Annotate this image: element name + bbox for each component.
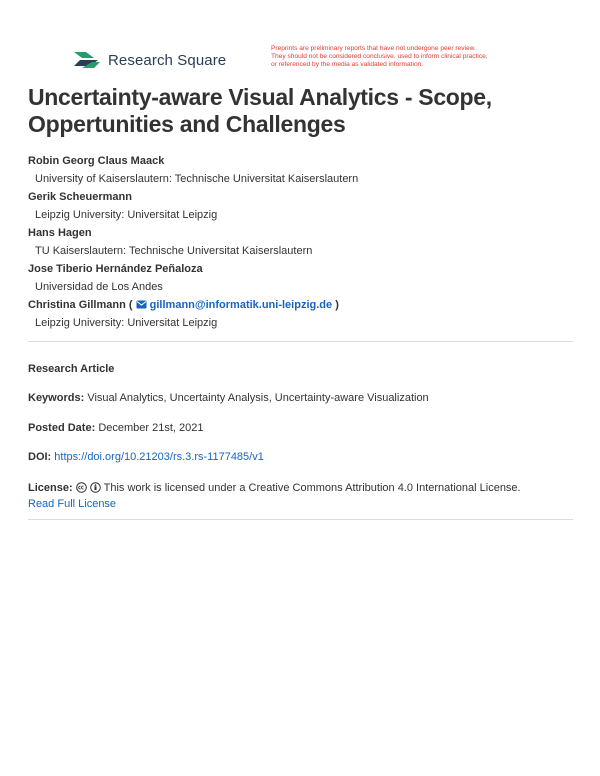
envelope-icon (136, 300, 147, 309)
keywords-value: Visual Analytics, Uncertainty Analysis, Uncertainty-aware Visualization (87, 392, 429, 404)
posted-date-label: Posted Date: (28, 422, 96, 434)
author-affiliation: University of Kaiserslautern: Technische Universitat Kaiserslautern (35, 173, 359, 185)
research-square-logo-icon (72, 49, 102, 71)
logo-word-square: Square (177, 51, 227, 69)
article-type: Research Article (28, 363, 115, 375)
author-affiliation: TU Kaiserslautern: Technische Universitat Kaiserslautern (35, 245, 313, 257)
author-name: Gerik Scheuermann (28, 191, 132, 203)
author-affiliation: Leipzig University: Universitat Leipzig (35, 209, 218, 221)
author-name: Jose Tiberio Hernández Peñaloza (28, 263, 203, 275)
author-affiliation: Universidad de Los Andes (35, 281, 163, 293)
license-text: This work is licensed under a Creative Commons Attribution 4.0 International License. (103, 482, 521, 494)
disclaimer-line: Preprints are preliminary reports that have not undergone peer review. (271, 45, 476, 52)
license-label: License: (28, 482, 73, 494)
disclaimer-line: or referenced by the media as validated information. (271, 61, 424, 68)
keywords-label: Keywords: (28, 392, 85, 404)
creative-commons-icon (76, 482, 87, 493)
license-row (28, 480, 573, 512)
read-full-license-link[interactable]: Read Full License (28, 498, 117, 510)
doi-row (28, 449, 573, 465)
preprint-disclaimer (271, 45, 561, 69)
posted-date-row (28, 420, 573, 436)
attribution-icon (90, 482, 101, 493)
author-name: Christina Gillmann (28, 299, 126, 311)
disclaimer-line: They should not be considered conclusive, used to inform clinical practice, (271, 53, 488, 60)
author-affiliation: Leipzig University: Universitat Leipzig (35, 317, 218, 329)
author-list (28, 152, 573, 332)
author-email-link[interactable]: gillmann@informatik.uni-leipzig.de (149, 299, 333, 311)
section-divider (28, 341, 573, 342)
research-square-logo[interactable] (72, 49, 226, 71)
author-name: Robin Georg Claus Maack (28, 155, 165, 167)
email-paren-close: ) (335, 299, 339, 311)
doi-label: DOI: (28, 451, 52, 463)
author-name: Hans Hagen (28, 227, 92, 239)
posted-date-value: December 21st, 2021 (98, 422, 204, 434)
logo-word-research: Research (108, 51, 173, 69)
paper-title: Uncertainty-aware Visual Analytics - Scope, Oppertunities and Challenges (28, 84, 492, 137)
author-name-with-email (28, 296, 573, 314)
keywords-row (28, 390, 573, 406)
email-paren-open: ( (128, 299, 133, 311)
section-divider (28, 519, 573, 520)
logo-wordmark (108, 52, 226, 69)
doi-link[interactable]: https://doi.org/10.21203/rs.3.rs-1177485/v1 (54, 451, 264, 463)
